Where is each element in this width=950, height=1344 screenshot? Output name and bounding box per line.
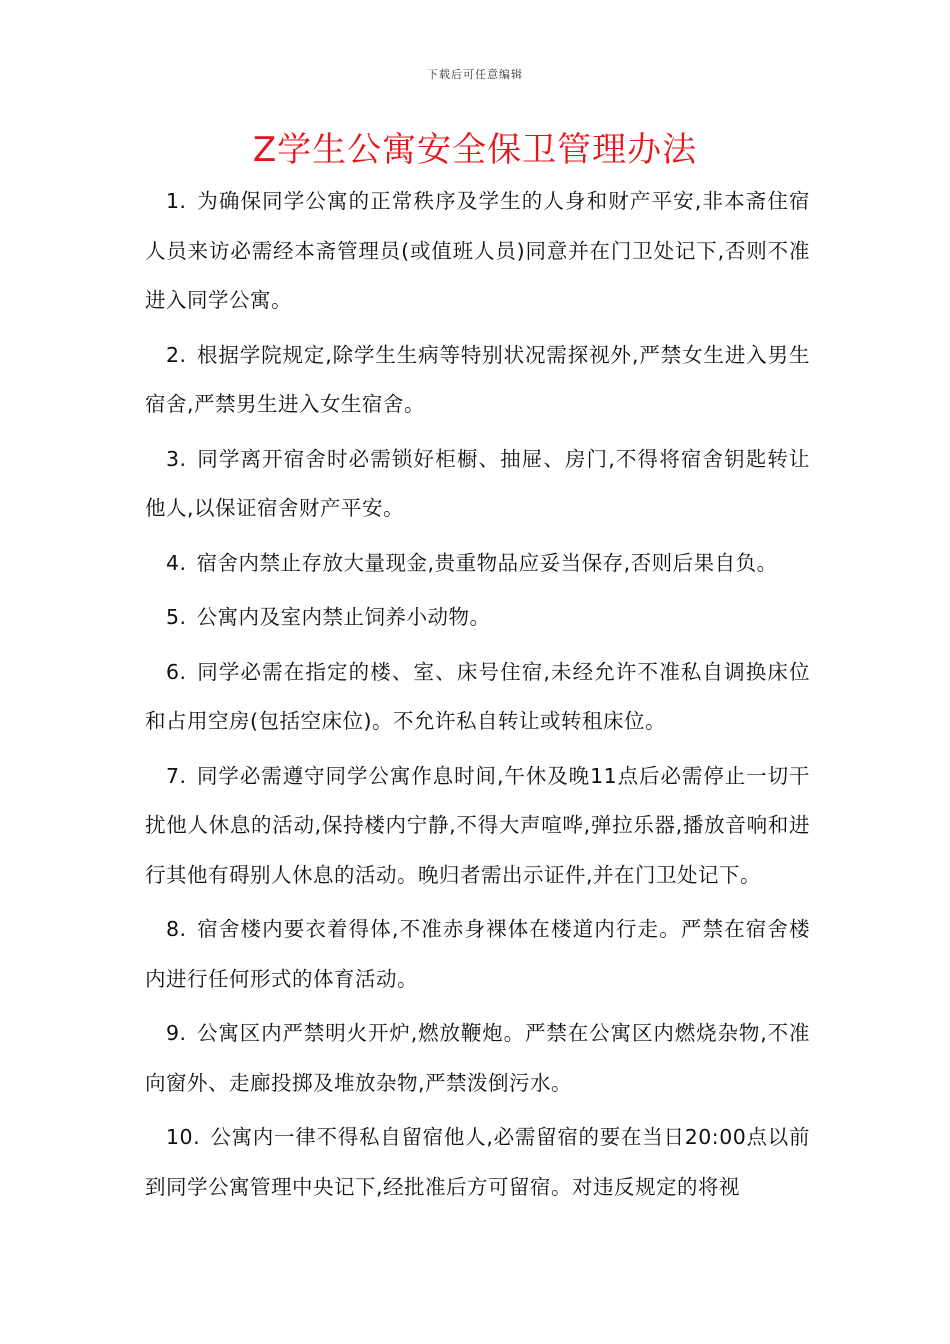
paragraph-text: 同学离开宿舍时必需锁好柜橱、抽屉、房门,不得将宿舍钥匙转让他人,以保证宿舍财产平安。 — [145, 446, 810, 520]
header-note: 下载后可任意编辑 — [427, 68, 523, 81]
paragraph-text: 为确保同学公寓的正常秩序及学生的人身和财产平安,非本斋住宿人员来访必需经本斋管理员(或值班人员)同意并在门卫处记下,否则不准进入同学公寓。 — [145, 189, 810, 312]
paragraph-number: 3. — [166, 446, 187, 471]
paragraph-text: 宿舍内禁止存放大量现金,贵重物品应妥当保存,否则后果自负。 — [196, 550, 778, 575]
paragraph-text: 公寓内及室内禁止饲养小动物。 — [196, 605, 491, 629]
paragraph-text: 公寓区内严禁明火开炉,燃放鞭炮。严禁在公寓区内燃烧杂物,不准向窗外、走廊投掷及堆放杂物,严禁泼倒污水。 — [145, 1021, 810, 1095]
paragraph-number: 8. — [166, 917, 187, 941]
paragraph-text: 同学必需遵守同学公寓作息时间,午休及晚11点后必需停止一切干扰他人休息的活动,保持楼内宁静,不得大声喧哗,弹拉乐器,播放音响和进行其他有碍别人休息的活动。晚归者需出示证件,并在门卫处记下。 — [145, 763, 810, 887]
paragraph-number: 6. — [166, 659, 187, 684]
paragraph-4 — [145, 539, 810, 589]
paragraph-number: 2. — [166, 342, 187, 367]
paragraph-number: 5. — [166, 605, 187, 629]
paragraph-number: 4. — [166, 550, 187, 575]
paragraph-number: 10. — [166, 1125, 201, 1149]
document-title: Z学生公寓安全保卫管理办法 — [252, 130, 698, 170]
document-body — [145, 177, 810, 1217]
paragraph-text: 同学必需在指定的楼、室、床号住宿,未经允许不准私自调换床位和占用空房(包括空床位)。不允许私自转让或转租床位。 — [145, 659, 810, 733]
paragraph-number: 9. — [166, 1021, 187, 1045]
paragraph-text: 根据学院规定,除学生生病等特别状况需探视外,严禁女生进入男生宿舍,严禁男生进入女生宿舍。 — [145, 342, 810, 416]
paragraph-2 — [145, 331, 810, 430]
paragraph-7 — [145, 752, 810, 901]
paragraph-5 — [145, 593, 810, 643]
paragraph-10 — [145, 1113, 810, 1212]
paragraph-text: 公寓内一律不得私自留宿他人,必需留宿的要在当日20:00点以前到同学公寓管理中央记下,经批准后方可留宿。对违反规定的将视 — [145, 1125, 810, 1199]
paragraph-6 — [145, 648, 810, 747]
paragraph-1 — [145, 177, 810, 326]
paragraph-text: 宿舍楼内要衣着得体,不准赤身裸体在楼道内行走。严禁在宿舍楼内进行任何形式的体育活动。 — [145, 917, 810, 991]
paragraph-8 — [145, 905, 810, 1004]
paragraph-number: 1. — [166, 189, 187, 213]
paragraph-number: 7. — [166, 763, 187, 788]
paragraph-9 — [145, 1009, 810, 1108]
paragraph-3 — [145, 435, 810, 534]
